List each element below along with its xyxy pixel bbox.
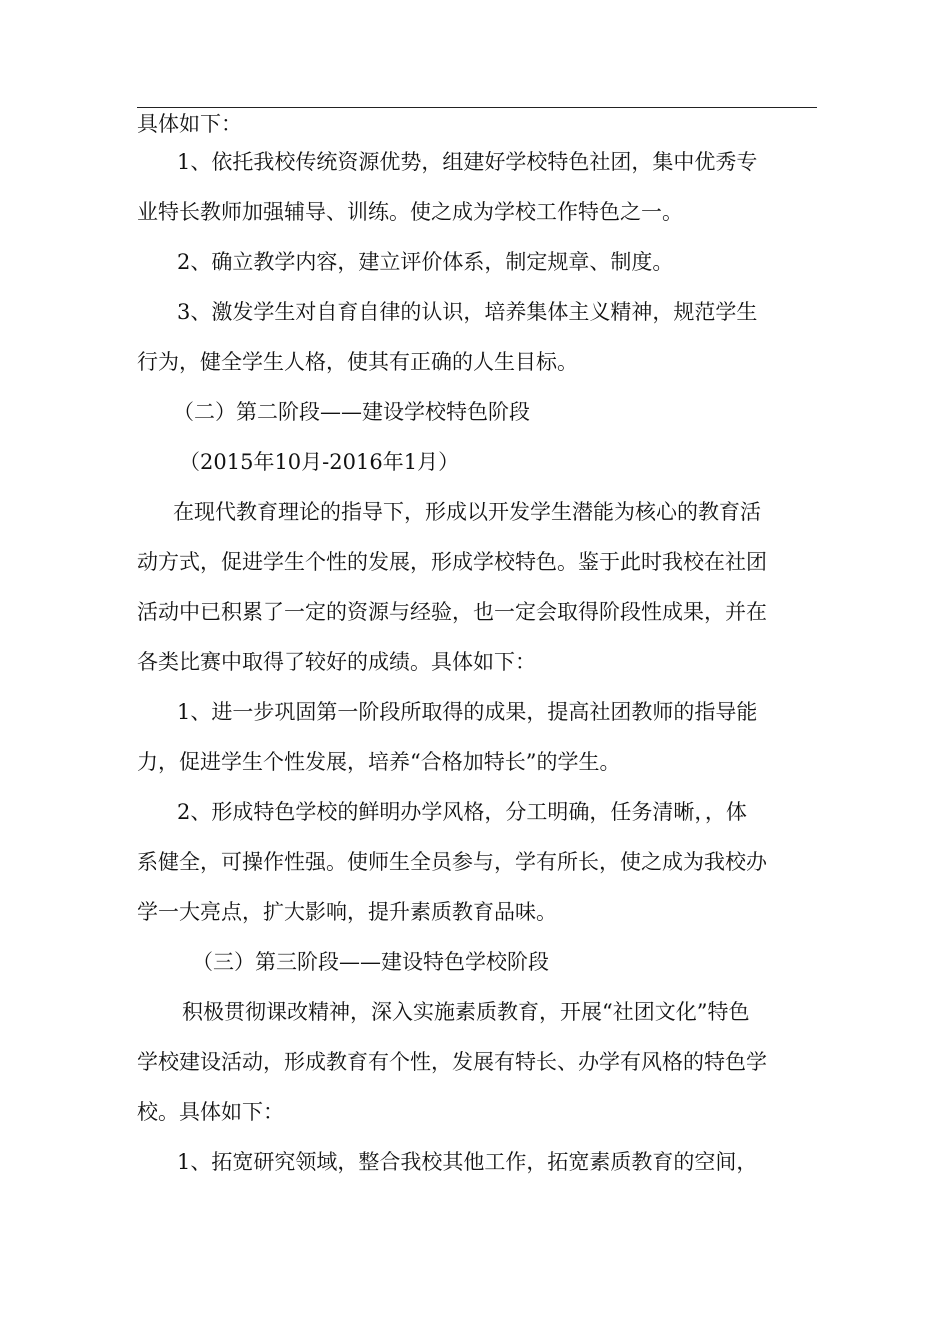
- list-item-line: 学一大亮点，扩大影响，提升素质教育品味。: [137, 900, 557, 924]
- list-item-1-line-1: 1、依托我校传统资源优势，组建好学校特色社团，集中优秀专: [177, 150, 758, 174]
- paragraph-line: 积极贯彻课改精神，深入实施素质教育，开展“社团文化”特色: [182, 1000, 750, 1024]
- list-item-3-line-2: 行为，健全学生人格，使其有正确的人生目标。: [137, 350, 578, 374]
- list-item-line: 1、拓宽研究领域，整合我校其他工作，拓宽素质教育的空间，: [177, 1150, 758, 1174]
- paragraph-line: 学校建设活动，形成教育有个性，发展有特长、办学有风格的特色学: [137, 1050, 767, 1074]
- list-item-2: 2、确立教学内容，建立评价体系，制定规章、制度。: [177, 250, 674, 274]
- stage-2-date-range: （2015年10月-2016年1月）: [179, 450, 460, 474]
- document-body: [137, 107, 817, 1195]
- paragraph-line: 活动中已积累了一定的资源与经验，也一定会取得阶段性成果，并在: [137, 600, 767, 624]
- paragraph-line: 各类比赛中取得了较好的成绩。具体如下：: [137, 650, 536, 674]
- list-item-3-line-1: 3、激发学生对自育自律的认识，培养集体主义精神，规范学生: [177, 300, 758, 324]
- paragraph-line: 校。具体如下：: [137, 1100, 284, 1124]
- section-heading-stage-3: （三）第三阶段——建设特色学校阶段: [192, 950, 549, 974]
- list-item-line: 2、形成特色学校的鲜明办学风格，分工明确，任务清晰，，体: [177, 800, 747, 824]
- list-item-line: 1、进一步巩固第一阶段所取得的成果，提高社团教师的指导能: [177, 700, 758, 724]
- list-item-line: 力，促进学生个性发展，培养“合格加特长”的学生。: [137, 750, 621, 774]
- paragraph-line: 在现代教育理论的指导下，形成以开发学生潜能为核心的教育活: [173, 500, 761, 524]
- section-heading-stage-2: （二）第二阶段——建设学校特色阶段: [173, 400, 530, 424]
- list-item-1-line-2: 业特长教师加强辅导、训练。使之成为学校工作特色之一。: [137, 200, 683, 224]
- text-line: 具体如下：: [137, 112, 242, 136]
- paragraph-line: 动方式，促进学生个性的发展，形成学校特色。鉴于此时我校在社团: [137, 550, 767, 574]
- list-item-line: 系健全，可操作性强。使师生全员参与，学有所长，使之成为我校办: [137, 850, 767, 874]
